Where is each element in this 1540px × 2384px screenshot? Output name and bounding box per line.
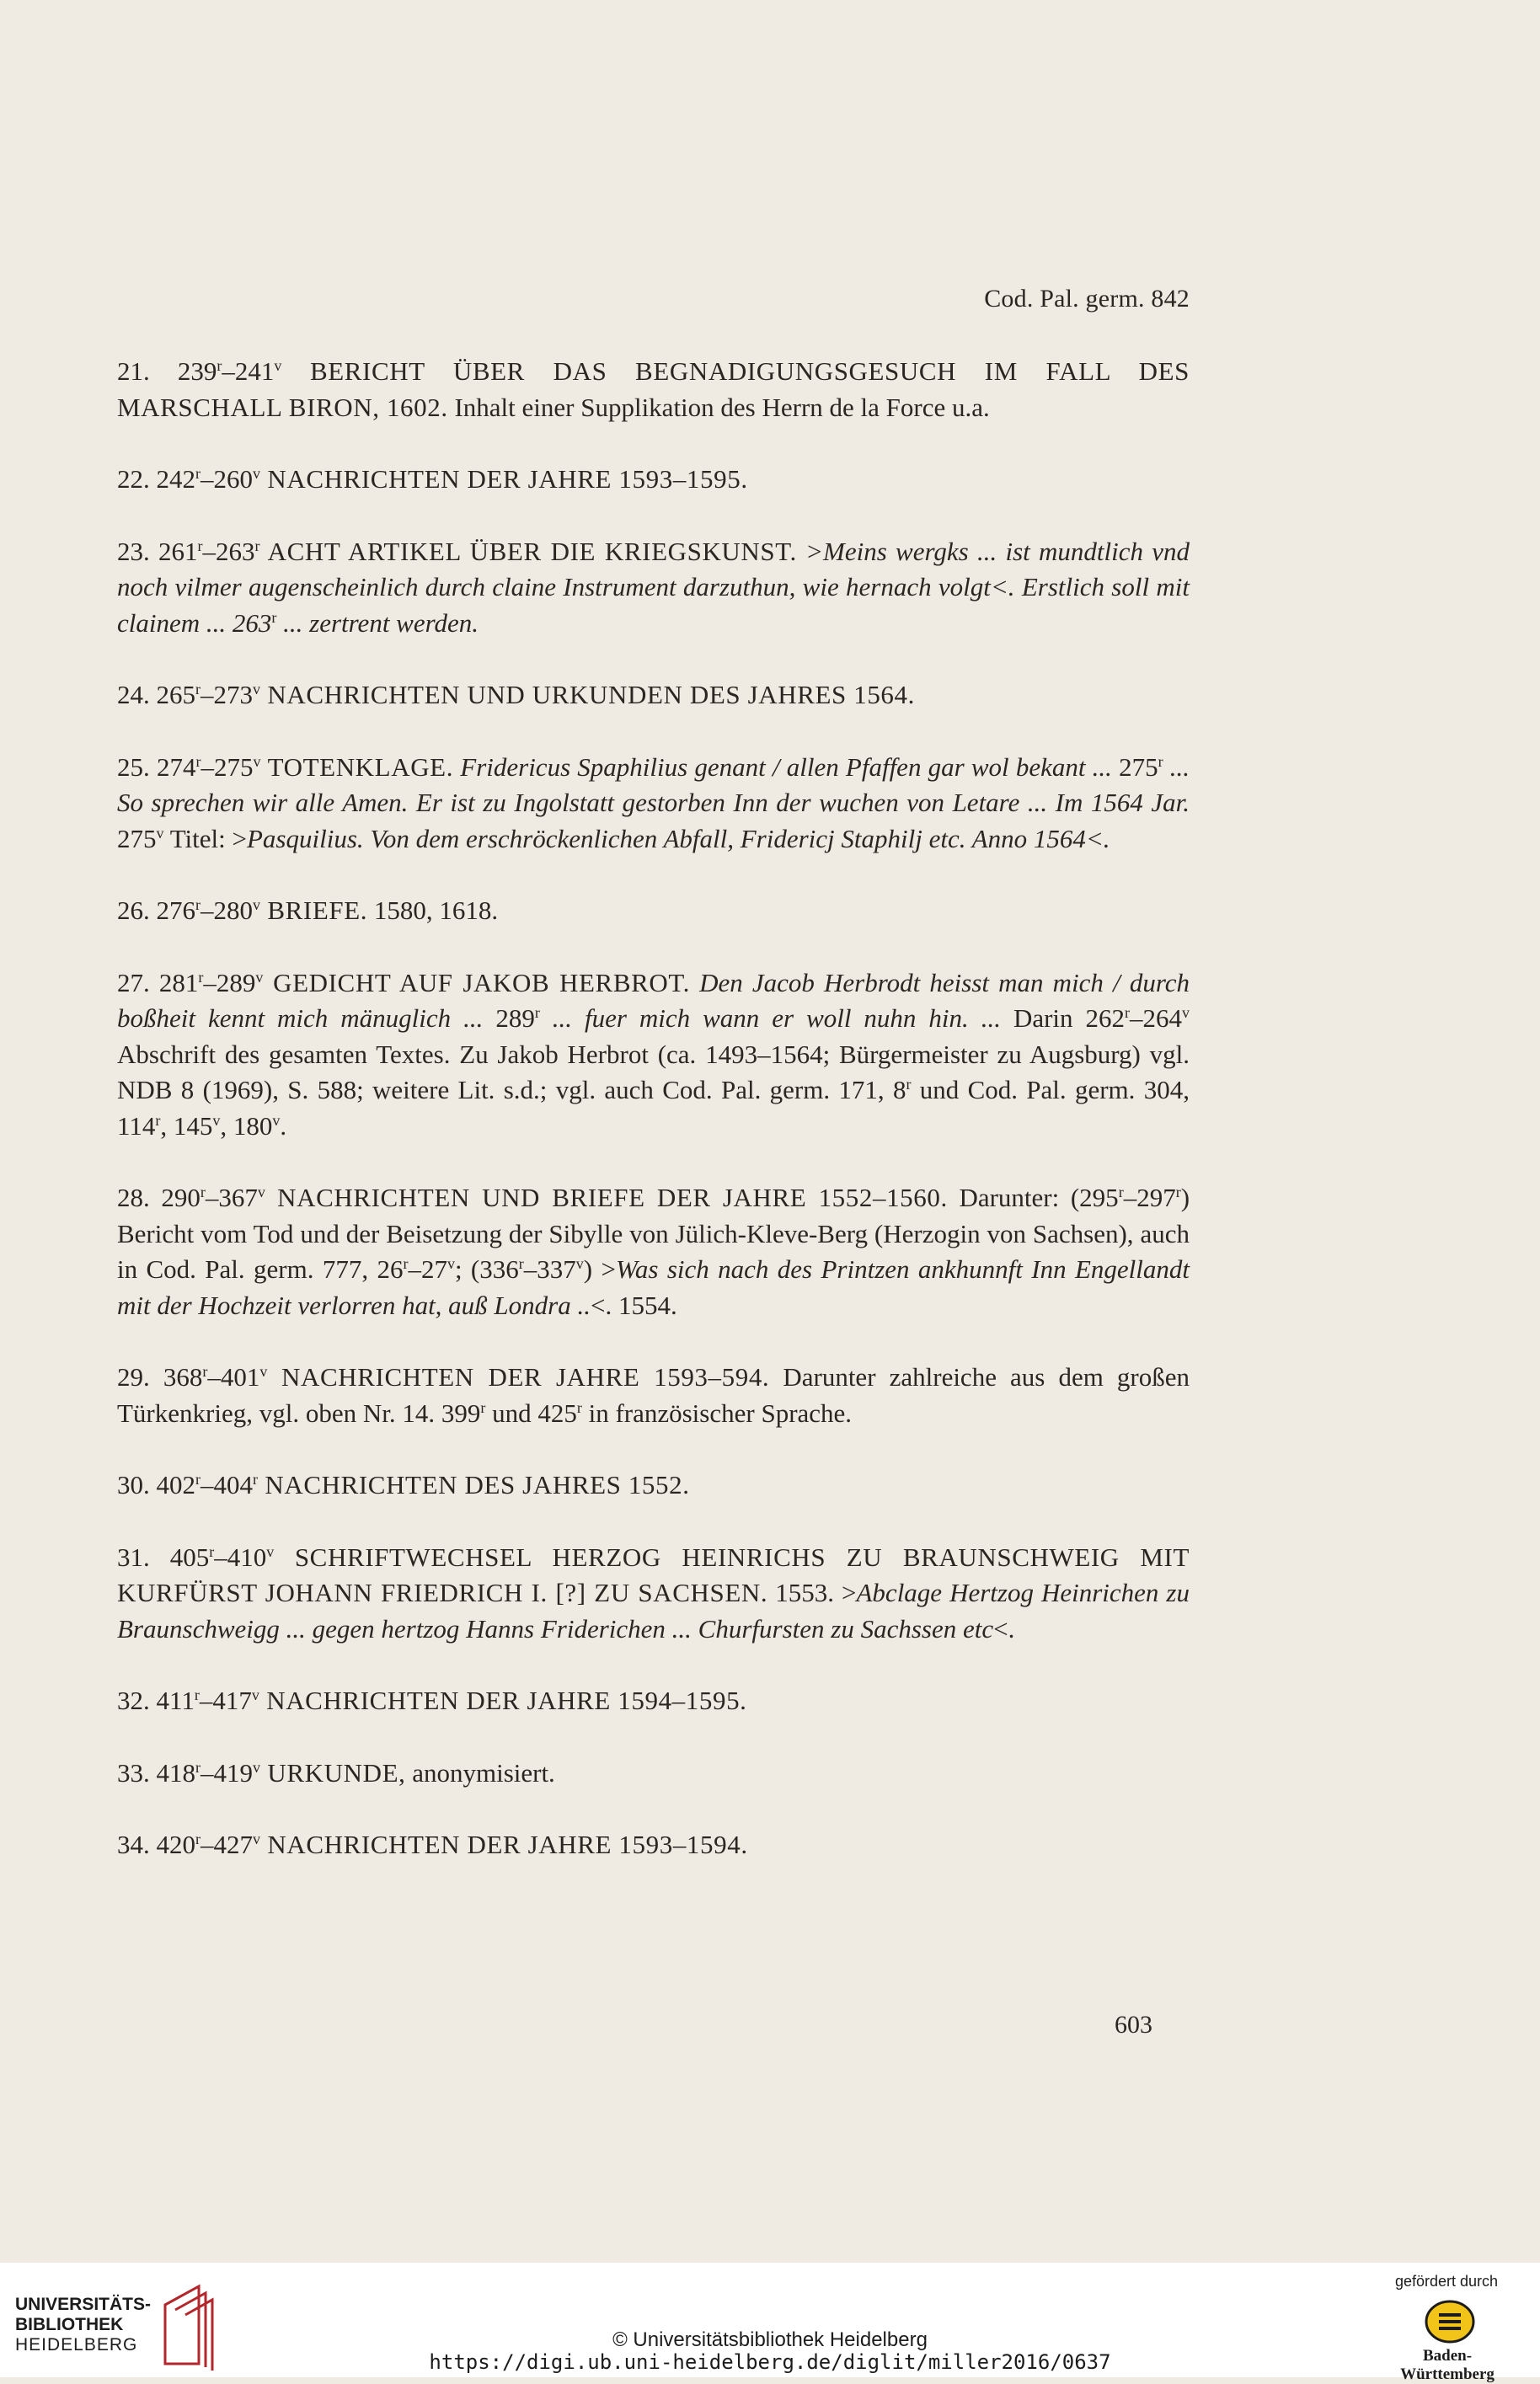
entry-heading: GEDICHT AUF JAKOB HERBROT. [263,967,690,997]
entry-heading: NACHRICHTEN UND BRIEFE DER JAHRE 1552–1560. [265,1183,948,1212]
folio-end: –410 [214,1542,267,1572]
entry-heading: SCHRIFTWECHSEL HERZOG HEINRICHS ZU BRAUNSCHWEIG MIT KURFÜRST JOHANN FRIEDRICH I. [?] ZU SACHSEN. [117,1542,1190,1607]
folio-side: r [518,1255,524,1272]
entry-number: 26. [117,895,150,925]
folio-side: v [575,1255,584,1272]
entry-heading: URKUNDE, [260,1757,406,1788]
library-name-line3: HEIDELBERG [15,2335,138,2355]
catalog-entry [117,354,1190,425]
folio-side: r [195,752,201,770]
incipit-text: ... fuer mich wann er woll nuhn hin. ... [539,1003,1001,1033]
folio-end: –419 [201,1757,253,1788]
folio-end: –367 [205,1183,258,1212]
entry-number: 27. [117,967,150,997]
catalog-entry [117,1756,1190,1792]
folio-side: r [1118,1184,1124,1200]
entry-heading: BERICHT ÜBER DAS BEGNADIGUNGSGESUCH IM FALL DES MARSCHALL BIRON, 1602. [117,356,1190,422]
folio-side: v [1182,1004,1190,1021]
entry-text: 275 [117,823,157,853]
folio-side: r [194,1686,200,1703]
entry-number: 30. [117,1470,150,1499]
folio-end: –289 [203,967,256,997]
catalog-entry [117,1180,1190,1323]
entry-number: 31. [117,1542,150,1572]
incipit-text: Den Jacob Herbrodt heisst man mich / durch boßheit kennt mich mänuglich ... [117,967,1190,1033]
folio-side: r [200,1184,206,1200]
folio-side: r [254,537,260,554]
library-name-line2: BIBLIOTHEK [15,2315,124,2334]
entry-heading: NACHRICHTEN DER JAHRE 1594–1595. [259,1686,747,1715]
folio-side: v [446,1255,455,1272]
folio-side: v [253,896,260,913]
entry-text: , 180 [220,1110,273,1141]
entry-list [117,354,1190,1900]
folio-start: 402 [156,1470,195,1499]
folio-side: r [195,1758,201,1776]
entry-text: ; (336 [454,1254,519,1284]
folio-side: v [251,1686,259,1703]
library-name-line1: UNIVERSITÄTS- [15,2295,152,2314]
entry-heading: NACHRICHTEN UND URKUNDEN DES JAHRES 1564. [260,680,915,709]
entry-text: 1580, 1618. [367,895,499,925]
copyright-notice: © Universitätsbibliothek Heidelberg [612,2328,928,2351]
entry-text: anonymisiert. [405,1757,555,1788]
source-url[interactable]: https://digi.ub.uni-heidelberg.de/diglit/miller2016/0637 [429,2350,1111,2374]
folio-side: r [1175,1184,1181,1200]
entry-text: Abschrift des gesamten Textes. Zu Jakob Herbrot (ca. 1493–1564; Bürgermeister zu Augsburg) vgl. NDB 8 (1969), S. 588; weitere Lit. s.d.; vgl. auch Cod. Pal. germ. 171, 8 [117,1039,1190,1104]
entry-text: –264 [1130,1003,1182,1033]
entry-heading: NACHRICHTEN DER JAHRE 1593–594. [267,1362,770,1392]
folio-side: r [217,357,222,374]
incipit-text: >Meins wergks ... ist mundtlich vnd noch vilmer augenscheinlich durch claine Instrument darzuthun, wie hernach volgt<. Erstlich soll mit clainem ... 263 [117,536,1190,638]
folio-side: v [266,1542,275,1560]
entry-number: 22. [117,464,150,494]
entry-text: 1553. > [767,1578,857,1607]
folio-start: 239 [177,356,217,386]
folio-end: –427 [201,1830,253,1859]
entry-text: Inhalt einer Supplikation des Herrn de la Force u.a. [447,392,990,422]
entry-text: 275 [1119,751,1158,782]
folio-side: v [274,357,282,374]
entry-text: Darin 262 [1000,1003,1125,1033]
folio-start: 405 [169,1542,210,1572]
folio-start: 411 [156,1686,195,1715]
sponsor-name: Baden-Württemberg [1400,2347,1495,2383]
entry-text: <. [993,1613,1015,1644]
folio-side: r [576,1398,582,1416]
folio-start: 274 [156,751,196,782]
folio-start: 290 [161,1183,201,1212]
entry-number: 34. [117,1830,150,1859]
entry-heading: ACHT ARTIKEL ÜBER DIE KRIEGSKUNST. [259,536,797,566]
entry-number: 33. [117,1757,150,1788]
catalog-entry [117,677,1190,714]
catalog-entry [117,1360,1190,1431]
catalog-entry [117,1467,1190,1504]
entry-number: 23. [117,536,150,566]
entry-text: Darunter zahlreiche aus dem großen Türkenkrieg, vgl. oben Nr. 14. 399 [117,1362,1190,1428]
folio-start: 418 [156,1757,195,1788]
folio-side: r [209,1542,215,1560]
incipit-text: Fridericus Spaphilius genant / allen Pfaffen gar wol bekant ... [453,751,1120,782]
folio-side: r [195,1831,201,1847]
folio-start: 242 [156,464,195,494]
folio-end: –275 [201,751,254,782]
catalog-entry [117,893,1190,929]
folio-side: v [253,681,260,698]
incipit-text: Abclage Hertzog Heinrichen zu Braunschweigg ... gegen hertzog Hanns Friderichen ... Churfursten zu Sachssen etc [117,1578,1190,1644]
folio-side: r [253,1471,258,1488]
entry-text: in französischer Sprache. [581,1398,853,1428]
folio-side: v [257,1184,265,1200]
folio-side: v [272,1111,281,1129]
folio-side: v [253,1831,260,1847]
catalog-entry [117,462,1190,498]
entry-text: –337 [523,1254,576,1284]
folio-side: r [480,1398,486,1416]
folio-end: –241 [222,356,275,386]
entry-text: und 425 [485,1398,577,1428]
entry-text: und Cod. Pal. germ. 304, 114 [117,1075,1190,1141]
incipit-text: Pasquilius. Von dem erschröckenlichen Abfall, Fridericj Staphilj etc. Anno 1564<. [246,823,1110,853]
incipit-text: Was sich nach des Printzen ankhunnft Inn Engellandt mit der Hochzeit verlorren hat, auß Londra .. [117,1254,1190,1320]
incipit-text: ... So sprechen wir alle Amen. Er ist zu Ingolstatt gestorben Inn der wuchen von Letare ... Im 1564 Jar. [117,751,1190,817]
folio-side: r [1158,752,1163,770]
folio-side: v [212,1111,221,1129]
folio-side: v [255,968,264,986]
folio-side: r [271,608,277,626]
folio-side: r [202,1363,208,1380]
folio-start: 261 [158,536,198,566]
entry-text: <. 1554. [590,1290,677,1320]
entry-text: ) Bericht vom Tod und der Beisetzung der Sibylle von Jülich-Kleve-Berg (Herzogin von Sachsen), auch in Cod. Pal. germ. 777, 26 [117,1183,1190,1284]
folio-side: r [195,465,201,482]
catalog-entry [117,1827,1190,1863]
folio-side: v [253,465,260,482]
folio-side: r [195,1471,201,1488]
folio-start: 265 [156,680,195,709]
folio-start: 281 [158,967,199,997]
page-number: 603 [1115,2011,1152,2039]
folio-start: 276 [156,895,195,925]
entry-heading: NACHRICHTEN DES JAHRES 1552. [258,1470,690,1499]
catalog-entry [117,1540,1190,1648]
folio-side: r [1125,1004,1130,1021]
catalog-entry [117,965,1190,1145]
folio-end: –404 [201,1470,253,1499]
entry-text: ) > [583,1254,616,1284]
catalog-entry [117,1683,1190,1719]
folio-side: v [259,1363,268,1380]
entry-heading: NACHRICHTEN DER JAHRE 1593–1594. [260,1830,748,1859]
entry-number: 29. [117,1362,150,1392]
entry-text: –27 [408,1254,447,1284]
entry-number: 25. [117,751,150,782]
folio-side: v [253,752,261,770]
folio-end: –260 [201,464,253,494]
catalog-entry [117,534,1190,642]
entry-text: . [280,1110,287,1141]
entry-heading: BRIEFE. [260,895,368,925]
entry-heading: TOTENKLAGE. [260,751,454,782]
folio-side: r [155,1111,161,1129]
incipit-text: ... zertrent werden. [276,607,479,638]
folio-start: 368 [163,1362,203,1392]
folio-side: v [253,1758,260,1776]
folio-side: r [195,681,201,698]
entry-text: –297 [1123,1183,1176,1212]
catalog-entry [117,750,1190,858]
folio-side: r [534,1004,540,1021]
folio-side: r [198,968,204,986]
folio-end: –401 [207,1362,260,1392]
folio-end: –273 [201,680,253,709]
entry-text: , 145 [160,1110,213,1141]
entry-text: Titel: > [163,823,247,853]
folio-start: 420 [156,1830,195,1859]
folio-end: –417 [199,1686,252,1715]
entry-text: 289 [495,1003,535,1033]
folio-side: r [403,1255,409,1272]
entry-number: 21. [117,356,150,386]
folio-end: –263 [202,536,255,566]
entry-text: Darunter: (295 [947,1183,1119,1212]
state-coat-of-arms-icon [1420,2296,1479,2347]
entry-number: 28. [117,1183,150,1212]
folio-side: v [156,824,164,842]
folio-end: –280 [201,895,253,925]
folio-side: r [906,1076,912,1093]
entry-number: 32. [117,1686,150,1715]
folio-side: r [197,537,203,554]
entry-number: 24. [117,680,150,709]
entry-heading: NACHRICHTEN DER JAHRE 1593–1595. [260,464,748,494]
folio-side: r [195,896,201,913]
sponsor-label: gefördert durch [1394,2273,1499,2290]
footer [0,2263,1540,2383]
running-title: Cod. Pal. germ. 842 [984,285,1190,313]
